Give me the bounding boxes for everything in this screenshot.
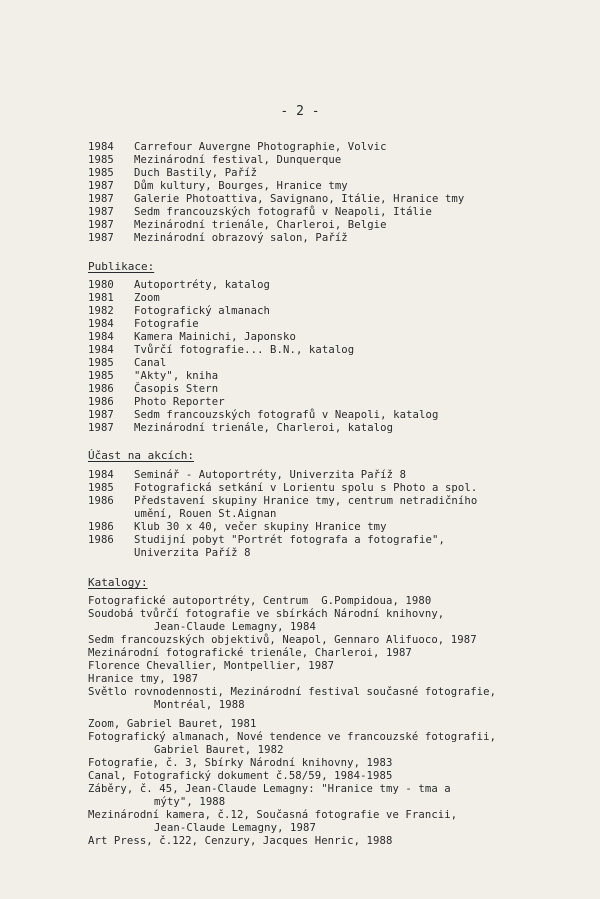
entry-text: Časopis Stern: [134, 383, 219, 395]
entry-year: 1984: [88, 141, 114, 153]
exhibition-entry: [88, 154, 341, 167]
event-entry: [88, 547, 251, 560]
entry-text: Seminář - Autoportréty, Univerzita Paříž 8: [134, 469, 407, 481]
entry-year: 1987: [88, 232, 114, 244]
event-entry: [88, 508, 277, 521]
catalog-entry: Fotografické autoportréty, Centrum G.Pompidoua, 1980: [88, 595, 432, 607]
entry-text: Sedm francouzských fotografů v Neapoli, Itálie: [134, 206, 432, 218]
catalog-entry: Záběry, č. 45, Jean-Claude Lemagny: "Hranice tmy - tma a: [88, 783, 451, 795]
entry-year: 1984: [88, 331, 114, 343]
catalog-entry: Jean-Claude Lemagny, 1987: [154, 822, 316, 834]
entry-year: 1987: [88, 206, 114, 218]
exhibition-entry: [88, 141, 387, 154]
entry-text: Klub 30 x 40, večer skupiny Hranice tmy: [134, 521, 387, 533]
entry-year: 1982: [88, 305, 114, 317]
entry-year: 1986: [88, 534, 114, 546]
catalog-entry: Art Press, č.122, Cenzury, Jacques Henric, 1988: [88, 835, 393, 847]
entry-year: 1984: [88, 344, 114, 356]
catalog-entry: Mezinárodní kamera, č.12, Současná fotografie ve Francii,: [88, 809, 458, 821]
event-entry: [88, 521, 387, 534]
catalog-entry: mýty", 1988: [154, 796, 226, 808]
entry-text: Představení skupiny Hranice tmy, centrum netradičního: [134, 495, 478, 507]
entry-text: umění, Rouen St.Aignan: [134, 508, 277, 520]
entry-text: Sedm francouzských fotografů v Neapoli, katalog: [134, 409, 439, 421]
publication-entry: [88, 383, 218, 396]
event-entry: [88, 495, 477, 508]
entry-year: 1987: [88, 180, 114, 192]
catalog-entry: Jean-Claude Lemagny, 1984: [154, 621, 316, 633]
publication-entry: [88, 344, 354, 357]
page-number: - 2 -: [280, 104, 320, 119]
exhibition-entry: [88, 232, 348, 245]
entry-year: 1987: [88, 193, 114, 205]
entry-year: 1985: [88, 154, 114, 166]
publication-entry: [88, 422, 393, 435]
entry-year: 1986: [88, 396, 114, 408]
entry-text: Fotografie: [134, 318, 199, 330]
catalog-entry: Mezinárodní fotografické trienále, Charleroi, 1987: [88, 647, 412, 659]
exhibition-entry: [88, 206, 432, 219]
entry-text: Galerie Photoattiva, Savignano, Itálie, Hranice tmy: [134, 193, 465, 205]
entry-text: Univerzita Paříž 8: [134, 547, 251, 559]
entry-year: 1985: [88, 357, 114, 369]
entry-text: "Akty", kniha: [134, 370, 219, 382]
catalog-entry: Montréal, 1988: [154, 699, 245, 711]
catalog-entry: Světlo rovnodennosti, Mezinárodní festival současné fotografie,: [88, 686, 497, 698]
catalog-entry: Hranice tmy, 1987: [88, 673, 199, 685]
entry-text: Carrefour Auvergne Photographie, Volvic: [134, 141, 387, 153]
catalog-entry: Canal, Fotografický dokument č.58/59, 1984-1985: [88, 770, 393, 782]
entry-text: Tvůrčí fotografie... B.N., katalog: [134, 344, 355, 356]
event-entry: [88, 534, 445, 547]
publication-entry: [88, 357, 166, 370]
entry-year: 1985: [88, 482, 114, 494]
entry-text: Studijní pobyt "Portrét fotografa a fotografie",: [134, 534, 445, 546]
event-entry: [88, 469, 406, 482]
entry-year: 1987: [88, 422, 114, 434]
entry-year: 1985: [88, 167, 114, 179]
catalog-entry: Zoom, Gabriel Bauret, 1981: [88, 718, 257, 730]
publication-entry: [88, 318, 199, 331]
entry-year: 1986: [88, 521, 114, 533]
entry-text: Autoportréty, katalog: [134, 279, 271, 291]
entry-year: 1986: [88, 495, 114, 507]
publication-entry: [88, 370, 218, 383]
entry-text: Mezinárodní festival, Dunquerque: [134, 154, 342, 166]
exhibition-entry: [88, 180, 348, 193]
entry-year: 1985: [88, 370, 114, 382]
publication-entry: [88, 305, 270, 318]
entry-text: Fotografická setkání v Lorientu spolu s Photo a spol.: [134, 482, 478, 494]
catalog-entry: Florence Chevallier, Montpellier, 1987: [88, 660, 335, 672]
entry-text: Canal: [134, 357, 167, 369]
entry-year: 1981: [88, 292, 114, 304]
entry-year: 1980: [88, 279, 114, 291]
exhibition-entry: [88, 167, 257, 180]
entry-text: Mezinárodní trienále, Charleroi, Belgie: [134, 219, 387, 231]
catalog-entry: Gabriel Bauret, 1982: [154, 744, 284, 756]
entry-text: Mezinárodní obrazový salon, Paříž: [134, 232, 348, 244]
entry-text: Fotografický almanach: [134, 305, 271, 317]
entry-year: 1984: [88, 318, 114, 330]
catalog-entry: Sedm francouzských objektivů, Neapol, Gennaro Alifuoco, 1987: [88, 634, 477, 646]
entry-text: Zoom: [134, 292, 160, 304]
entry-text: Kamera Mainichi, Japonsko: [134, 331, 296, 343]
publication-entry: [88, 331, 296, 344]
entry-text: Photo Reporter: [134, 396, 225, 408]
event-entry: [88, 482, 477, 495]
publication-entry: [88, 292, 160, 305]
entry-year: 1987: [88, 219, 114, 231]
events-heading: Účast na akcích:: [88, 449, 194, 462]
catalog-entry: Soudobá tvůrčí fotografie ve sbírkách Národní knihovny,: [88, 608, 445, 620]
entry-text: Mezinárodní trienále, Charleroi, katalog: [134, 422, 394, 434]
entry-year: 1987: [88, 409, 114, 421]
publication-entry: [88, 396, 225, 409]
entry-year: 1984: [88, 469, 114, 481]
exhibition-entry: [88, 219, 387, 232]
catalogs-heading: Katalogy:: [88, 576, 148, 589]
catalog-entry: Fotografie, č. 3, Sbírky Národní knihovny, 1983: [88, 757, 393, 769]
entry-year: 1986: [88, 383, 114, 395]
publications-heading: Publikace:: [88, 260, 155, 273]
publication-entry: [88, 409, 438, 422]
catalog-entry: Fotografický almanach, Nové tendence ve francouzské fotografii,: [88, 731, 497, 743]
exhibition-entry: [88, 193, 464, 206]
entry-text: Duch Bastily, Paříž: [134, 167, 258, 179]
publication-entry: [88, 279, 270, 292]
entry-text: Dům kultury, Bourges, Hranice tmy: [134, 180, 348, 192]
